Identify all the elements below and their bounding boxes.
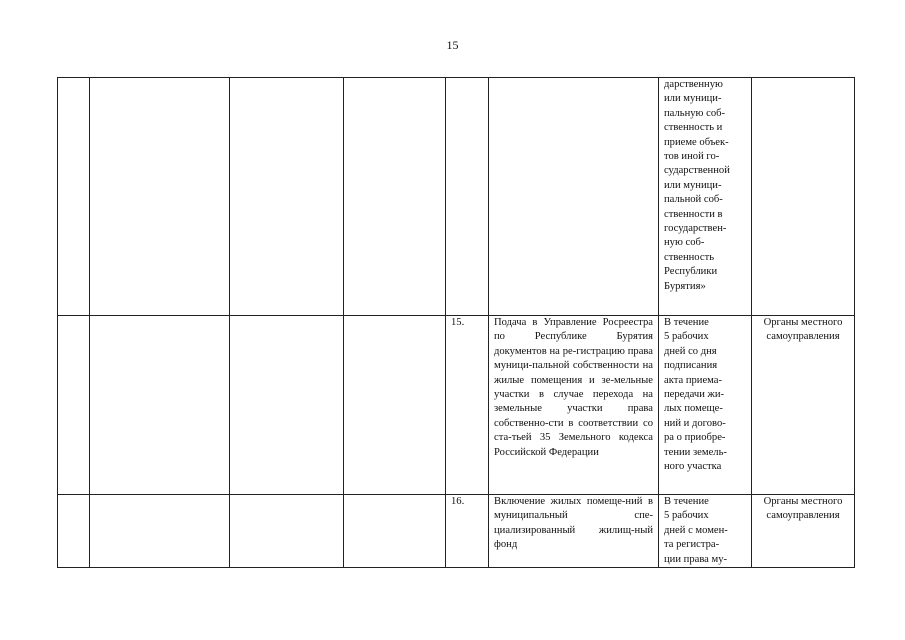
empty-cell	[230, 316, 344, 495]
table-row	[58, 316, 855, 495]
empty-cell	[344, 78, 446, 316]
item-description	[489, 78, 659, 316]
empty-cell	[230, 495, 344, 568]
table-row	[58, 78, 855, 316]
item-number: 15.	[446, 316, 489, 495]
page-number: 15	[446, 38, 459, 52]
item-number: 16.	[446, 495, 489, 568]
empty-cell	[58, 316, 90, 495]
empty-cell	[58, 78, 90, 316]
item-number	[446, 78, 489, 316]
document-table	[57, 77, 855, 568]
item-term: В течение 5 рабочих дней с момен- та регистра- ции права му-	[659, 495, 752, 568]
item-term: В течение 5 рабочих дней со дня подписания акта приема- передачи жи- лых помеще- ний и догово- ра о приобре- тении земель- ного участка	[659, 316, 752, 495]
item-description: Подача в Управление Росреестра по Республике Бурятия документов на ре-гистрацию права муници-пальной собственности на жилые помещения и зе-мельные участки в случае перехода на земельные участки права собственно-сти в соответствии со ста-тьей 35 Земельного кодекса Российской Федерации	[489, 316, 659, 495]
empty-cell	[344, 495, 446, 568]
empty-cell	[90, 495, 230, 568]
item-description: Включение жилых помеще-ний в муниципальный спе-циализированный жилищ-ный фонд	[489, 495, 659, 568]
empty-cell	[90, 316, 230, 495]
item-term: дарственную или муници- пальную соб- ственность и приеме объек- тов иной го- сударственной или муници- пальной соб- ственности в государствен- ную соб- ственность Республики Бурятия»	[659, 78, 752, 316]
empty-cell	[58, 495, 90, 568]
item-responsible: Органы местного самоуправления	[752, 495, 855, 568]
item-responsible: Органы местного самоуправления	[752, 316, 855, 495]
table-row	[58, 495, 855, 568]
item-responsible	[752, 78, 855, 316]
empty-cell	[344, 316, 446, 495]
empty-cell	[90, 78, 230, 316]
empty-cell	[230, 78, 344, 316]
